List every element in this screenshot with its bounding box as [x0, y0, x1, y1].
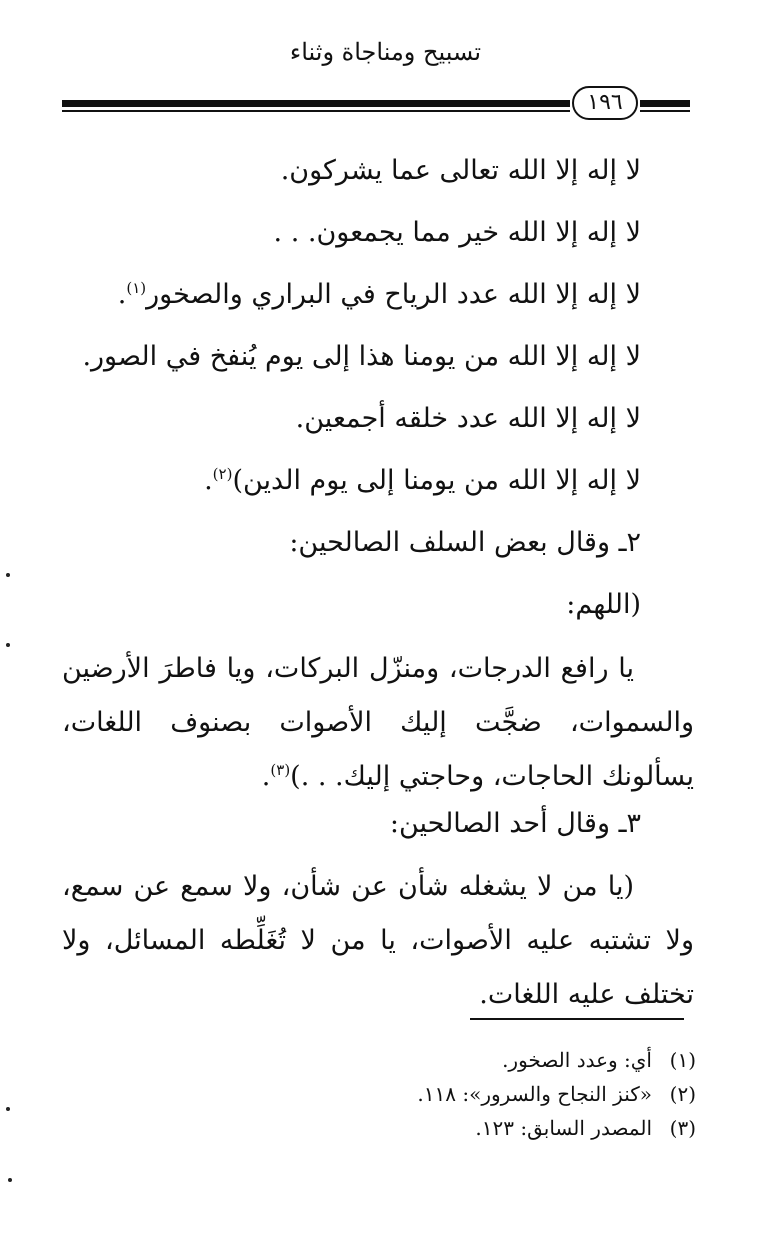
footnote-ref: (١): [126, 279, 147, 297]
footnote-1: (١)أي: وعدد الصخور.: [502, 1048, 696, 1072]
paragraph-2: (يا من لا يشغله شأن عن شأن، ولا سمع عن سمع، ولا تشتبه عليه الأصوات، يا من لا تُغَلِّطه المسائل، ولا تختلف عليه اللغات.: [62, 871, 694, 1010]
header-rule-thick-left: [62, 100, 570, 107]
text-line: لا إله إلا الله خير مما يجمعون. . .: [273, 217, 641, 248]
section-heading-3: ٣ـ وقال أحد الصالحين:: [389, 808, 641, 839]
scan-speck: [6, 573, 10, 577]
footnote-3: (٣)المصدر السابق: ١٢٣.: [475, 1116, 696, 1140]
paragraph-1: يا رافع الدرجات، ومنزّل البركات، ويا فاطرَ الأرضين والسموات، ضجَّت إليك الأصوات بصنوف اللغات، يسألونك الحاجات، وحاجتي إليك. . .)$^{(٣)}$.: [62, 653, 694, 792]
footnote-separator: [470, 1018, 684, 1020]
footnote-2: (٢)«كنز النجاح والسرور»: ١١٨.: [417, 1082, 696, 1106]
text-line: لا إله إلا الله من يومنا إلى يوم الدين)$^{(٢)}$.: [204, 465, 641, 496]
text-line: لا إله إلا الله من يومنا هذا إلى يوم يُنفخ في الصور.: [82, 341, 641, 372]
footnote-ref: (٣): [270, 761, 291, 779]
running-title: تسبيح ومناجاة وثناء: [289, 38, 482, 66]
header-rule-thick-right: [640, 100, 690, 107]
scan-speck: [6, 1107, 10, 1111]
scan-speck: [8, 1178, 12, 1182]
page-number: ١٩٦: [572, 86, 638, 120]
text-line: لا إله إلا الله تعالى عما يشركون.: [280, 155, 641, 186]
text-line: لا إله إلا الله عدد خلقه أجمعين.: [295, 403, 641, 434]
header-rule-thin-left: [62, 110, 570, 112]
header-rule-thin-right: [640, 110, 690, 112]
section-heading-2: ٢ـ وقال بعض السلف الصالحين:: [289, 527, 641, 558]
text-line: لا إله إلا الله عدد الرياح في البراري والصخور$^{(١)}$.: [117, 279, 641, 310]
footnote-ref: (٢): [212, 465, 233, 483]
scan-speck: [6, 643, 10, 647]
text-line: (اللهم:: [566, 589, 641, 620]
